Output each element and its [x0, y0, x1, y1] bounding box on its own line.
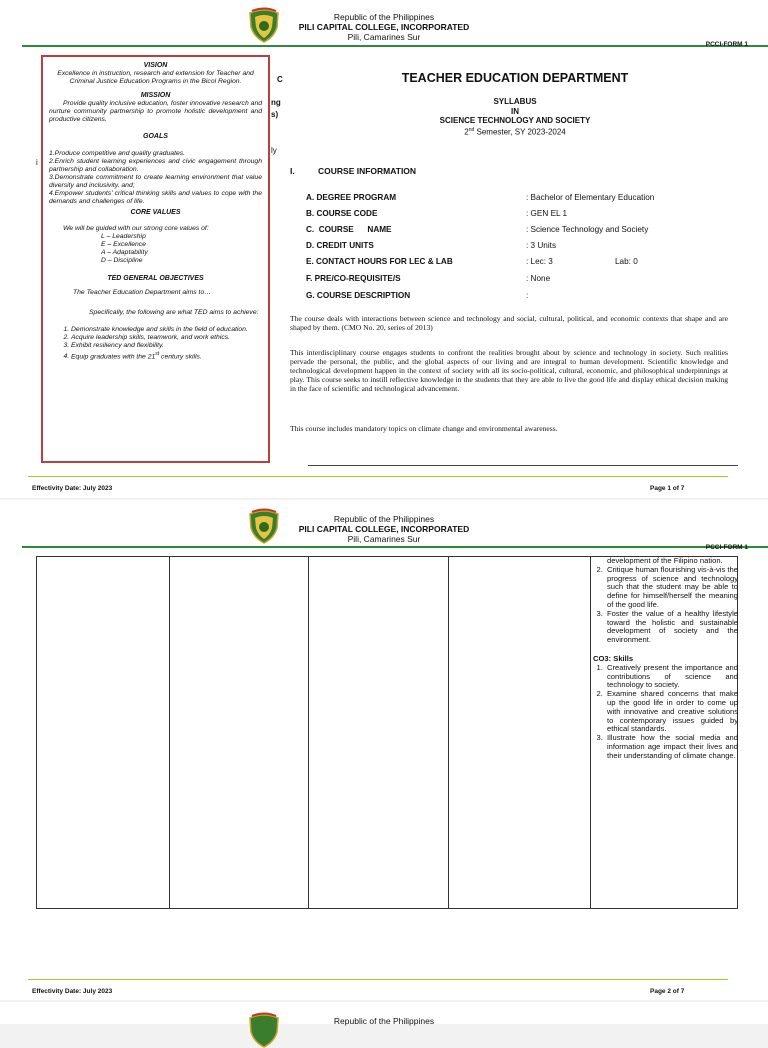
- values-item: 2. Critique human flourishing vis-à-vis the progress of science and technology such that the student may be able to define for himself/herself the meaning of the good life.: [605, 566, 738, 610]
- ted-intro: The Teacher Education Department aims to…: [73, 289, 212, 296]
- syllabus-page-3: [0, 1002, 768, 1024]
- goal-item: 3.Demonstrate commitment to create learning environment that value diversity and inclusivity. and;: [49, 174, 262, 189]
- hidden-fragment: i: [36, 158, 38, 167]
- syllabus-label: SYLLABUS: [493, 97, 537, 106]
- semester-number: 2: [464, 127, 469, 137]
- core-values-intro: We will be guided with our strong core values of:: [63, 225, 209, 232]
- semester-year: Semester, SY 2023-2024: [474, 127, 566, 137]
- header-republic: Republic of the Philippines: [333, 514, 435, 524]
- header-text: [0, 514, 768, 544]
- footer-page-number: Page 1 of 7: [650, 485, 685, 492]
- footer-effectivity: Effectivity Date: July 2023: [32, 988, 113, 995]
- vision-title: VISION: [143, 62, 168, 69]
- semester-suffix: nd: [468, 126, 475, 133]
- table-top-edge: [308, 465, 738, 466]
- header-rule: [22, 546, 768, 548]
- hidden-fragment: ng: [271, 98, 281, 107]
- hidden-fragment: s): [271, 110, 279, 119]
- ted-title: TED GENERAL OBJECTIVES: [107, 275, 204, 282]
- table-column-divider: [590, 557, 591, 908]
- mission-text: Provide quality inclusive education, foster innovative research and nurture community partnership to promote holistic development and productive citizens.: [49, 100, 262, 123]
- info-value: : 3 Units: [526, 241, 557, 250]
- goals-title: GOALS: [143, 133, 168, 140]
- continued-text: development of the Filipino nation.: [607, 556, 723, 565]
- info-value: : GEN EL 1: [526, 209, 568, 218]
- goals-list: [49, 150, 262, 206]
- table-column-divider: [308, 557, 309, 908]
- info-label: F. PRE/CO-REQUISITE/S: [306, 274, 401, 283]
- course-outcomes-cell: [593, 557, 738, 761]
- section-number: I.: [290, 166, 295, 176]
- description-paragraph-1: The course deals with interactions between science and technology and social, cultural, political, and economic contexts that shape and are shaped by them. (CMO No. 20, series of 2013): [290, 314, 728, 332]
- semester-label: [290, 126, 740, 137]
- form-code: PCCI-FORM 1: [705, 544, 748, 551]
- skills-item: 3. Illustrate how the social media and information age impact their lives and their understanding of climate change.: [605, 734, 738, 760]
- info-value: : Lec: 3: [526, 257, 553, 266]
- skills-list: [593, 664, 738, 761]
- goal-item: 1.Produce competitive and quality graduates.: [49, 150, 186, 157]
- footer-effectivity: Effectivity Date: July 2023: [32, 485, 113, 492]
- table-column-divider: [169, 557, 170, 908]
- ted-objectives-list: [49, 326, 262, 361]
- skills-item: 2. Examine shared concerns that make up the good life in order to come up with innovative and creative solutions to contemporary issues guided by ethical standards.: [605, 690, 738, 734]
- hidden-fragment: C: [277, 75, 283, 84]
- footer-rule: [28, 476, 728, 477]
- info-value-lab: Lab: 0: [615, 257, 638, 266]
- goal-item: 4.Empower students' critical thinking skills and values to cope with the demands and challenges of life.: [49, 190, 262, 205]
- info-label: E. CONTACT HOURS FOR LEC & LAB: [306, 257, 453, 266]
- core-values-title: CORE VALUES: [130, 209, 181, 216]
- ted-specific: Specifically, the following are what TED aims to achieve:: [89, 309, 259, 316]
- description-paragraph-3: This course includes mandatory topics on climate change and environmental awareness.: [290, 424, 558, 433]
- ted-objective-item: 1. Demonstrate knowledge and skills in the field of education.: [71, 326, 262, 334]
- table-column-divider: [448, 557, 449, 908]
- info-label: B. COURSE CODE: [306, 209, 378, 218]
- section-heading: [290, 166, 416, 176]
- header-republic: Republic of the Philippines: [333, 12, 435, 22]
- footer-rule: [28, 979, 728, 980]
- info-value: :: [526, 291, 529, 300]
- course-outcomes-table: [36, 556, 738, 909]
- mission-title: MISSION: [140, 92, 171, 99]
- vision-mission-box: [41, 55, 270, 463]
- header-republic: Republic of the Philippines: [333, 1016, 435, 1026]
- form-code: PCCI-FORM 1: [705, 41, 748, 48]
- values-item: 3. Foster the value of a healthy lifestyle toward the holistic and sustainable development of society and the environment.: [605, 610, 738, 645]
- header-rule: [22, 45, 768, 47]
- info-value: : Science Technology and Society: [526, 225, 649, 234]
- syllabus-heading: [290, 97, 740, 137]
- course-title: SCIENCE TECHNOLOGY AND SOCIETY: [439, 116, 591, 125]
- info-label: C. COURSE NAME: [306, 225, 392, 234]
- core-value-item: D – Discipline: [101, 257, 143, 264]
- info-label: A. DEGREE PROGRAM: [306, 193, 397, 202]
- header-text: [0, 12, 768, 42]
- core-value-item: L – Leadership: [101, 233, 146, 240]
- ted-objective-item: 2. Acquire leadership skills, teamwork, and work ethics.: [71, 334, 262, 342]
- description-paragraph-2: This interdisciplinary course engages students to confront the realities brought about by science and technology in society. Such realities pervade the personal, the public, and the global aspects of our living and are integral to human development. Scientific knowledge and technological development happen in the context of society with all its socio-political, cultural, economic, and philosophical underpinnings at play. This course seeks to instill reflective knowledge in the students that they are able to live the good life and display ethical decision making in the face of scientific and technological advancement.: [290, 348, 728, 393]
- vision-text: Excellence in instruction, research and extension for Teacher and Criminal Justice Education Programs in the Bicol Region.: [57, 70, 254, 85]
- header-college: PILI CAPITAL COLLEGE, INCORPORATED: [298, 22, 470, 32]
- header-college: PILI CAPITAL COLLEGE, INCORPORATED: [298, 524, 470, 534]
- info-label: D. CREDIT UNITS: [306, 241, 374, 250]
- core-value-item: A – Adaptability: [101, 249, 148, 256]
- footer-page-number: Page 2 of 7: [650, 988, 685, 995]
- header-location: Pili, Camarines Sur: [347, 32, 421, 42]
- skills-item: 1. Creatively present the importance and contributions of science and technology to society.: [605, 664, 738, 690]
- goal-item: 2.Enrich student learning experiences and civic engagement through partnership and collaboration.: [49, 158, 262, 173]
- ted-objective-item: 3. Exhibit resiliency and flexibility.: [71, 342, 262, 350]
- core-values-list: [49, 233, 262, 265]
- department-title: TEACHER EDUCATION DEPARTMENT: [401, 71, 629, 85]
- header-location: Pili, Camarines Sur: [347, 534, 421, 544]
- hidden-fragment: ly: [271, 146, 277, 155]
- ted-objective-item: 4. Equip graduates with the 21st century skills.: [71, 350, 262, 361]
- values-list: [593, 566, 738, 645]
- info-label: G. COURSE DESCRIPTION: [306, 291, 411, 300]
- co3-title: CO3: Skills: [593, 653, 634, 663]
- info-value: : Bachelor of Elementary Education: [526, 193, 655, 202]
- info-value: : None: [526, 274, 551, 283]
- core-value-item: E – Excellence: [101, 241, 146, 248]
- section-title: COURSE INFORMATION: [318, 166, 417, 176]
- syllabus-page-1: [0, 0, 768, 498]
- in-label: IN: [511, 106, 519, 116]
